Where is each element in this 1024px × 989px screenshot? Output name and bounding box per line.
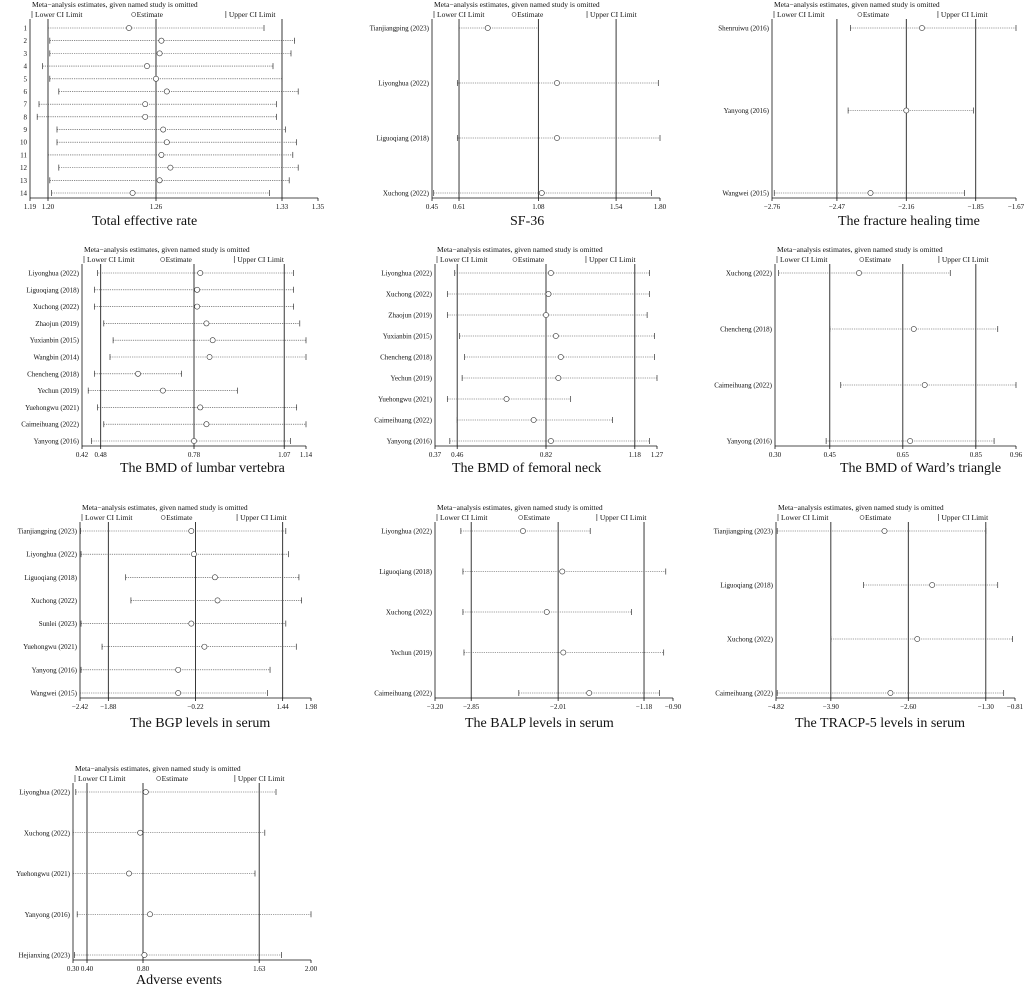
study-label: Zhaojun (2019) (388, 311, 432, 320)
x-tick-label: 0.45 (425, 203, 439, 211)
estimate-point (882, 528, 887, 533)
legend-estimate-label: Estimate (517, 10, 544, 19)
x-tick-label: 0.85 (969, 451, 982, 459)
study-label: 14 (20, 189, 27, 198)
panel-header-title: Meta−analysis estimates, given named study is omitted (75, 764, 241, 773)
x-tick-label: 0.45 (823, 451, 836, 459)
estimate-point (908, 438, 913, 443)
study-label: Wangwei (2015) (722, 189, 769, 198)
estimate-point (210, 338, 215, 343)
panel-header-title: Meta−analysis estimates, given named study is omitted (82, 503, 248, 512)
estimate-point (159, 38, 164, 43)
x-tick-label: 1.27 (650, 451, 664, 459)
study-label: Xuchong (2022) (725, 269, 772, 278)
estimate-point (143, 102, 148, 107)
study-label: Xuchong (2022) (726, 635, 773, 644)
legend-estimate-label: Estimate (161, 774, 188, 783)
study-label: Caimeihuang (2022) (715, 689, 773, 698)
study-label: Yuehongwu (2021) (378, 395, 432, 404)
panel-caption: The TRACP-5 levels in serum (795, 716, 966, 731)
x-tick-label: 1.07 (278, 451, 291, 459)
x-tick-label: 1.20 (41, 203, 55, 211)
estimate-point (144, 63, 149, 68)
estimate-point (157, 51, 162, 56)
study-label: Wangwei (2015) (30, 689, 77, 698)
study-label: 11 (20, 151, 27, 160)
x-tick-label: 0.65 (896, 451, 909, 459)
estimate-point (911, 326, 916, 331)
panel-caption: The BMD of Ward’s triangle (840, 461, 1002, 476)
estimate-point (553, 333, 558, 338)
legend-upper-label: Upper CI Limit (590, 10, 637, 19)
estimate-point (143, 789, 148, 794)
panel-caption: The BMD of lumbar vertebra (120, 461, 285, 476)
forest-panel-9 (714, 503, 1024, 731)
study-label: Yuxianbin (2015) (29, 336, 79, 345)
forest-panel-4 (21, 245, 312, 476)
legend-lower-label: Lower CI Limit (780, 255, 828, 264)
study-label: 4 (23, 62, 27, 71)
estimate-point (531, 417, 536, 422)
study-label: 12 (20, 164, 27, 173)
legend-estimate-label: Estimate (517, 255, 545, 264)
estimate-point (554, 80, 559, 85)
study-label: Yechun (2019) (390, 374, 432, 383)
estimate-point (157, 178, 162, 183)
panel-caption: The BMD of femoral neck (452, 461, 602, 476)
x-tick-label: 0.40 (80, 965, 94, 973)
study-label: Xuchong (2022) (385, 608, 432, 617)
study-label: Hejianxing (2023) (18, 951, 70, 960)
study-label: Caimeihuang (2022) (21, 420, 79, 429)
study-label: Yechun (2019) (390, 649, 432, 657)
study-label: Yanyong (2016) (24, 910, 70, 919)
study-label: Chencheng (2018) (27, 370, 79, 379)
x-tick-label: −2.76 (763, 203, 781, 211)
study-label: Liyonghua (2022) (19, 788, 70, 797)
study-label: Tianjiangping (2023) (713, 527, 773, 536)
panel-header-title: Meta−analysis estimates, given named study is omitted (32, 0, 198, 9)
estimate-point (164, 89, 169, 94)
estimate-point (191, 438, 196, 443)
legend-estimate-marker (519, 516, 523, 520)
estimate-point (868, 190, 873, 195)
x-tick-label: −2.85 (463, 703, 480, 711)
estimate-point (560, 569, 565, 574)
study-label: Tianjiangping (2023) (369, 24, 429, 33)
estimate-point (856, 270, 861, 275)
estimate-point (204, 321, 209, 326)
legend-estimate-label: Estimate (864, 255, 892, 264)
panel-header-title: Meta−analysis estimates, given named study is omitted (434, 0, 600, 9)
legend-lower-label: Lower CI Limit (440, 255, 488, 264)
x-tick-label: −2.42 (71, 703, 89, 711)
estimate-point (215, 598, 220, 603)
x-tick-label: −1.67 (1007, 203, 1024, 211)
x-tick-label: −2.47 (828, 203, 846, 211)
estimate-point (212, 575, 217, 580)
estimate-point (548, 438, 553, 443)
estimate-point (198, 270, 203, 275)
x-tick-label: −0.22 (187, 703, 204, 711)
x-tick-label: −0.90 (664, 703, 682, 711)
study-label: Yanyong (2016) (726, 437, 772, 446)
study-label: Liyonghua (2022) (378, 79, 429, 88)
estimate-point (135, 371, 140, 376)
estimate-point (544, 609, 549, 614)
estimate-point (195, 287, 200, 292)
x-tick-label: −2.16 (898, 203, 915, 211)
x-tick-label: −2.60 (900, 703, 917, 711)
estimate-point (147, 912, 152, 917)
study-label: Xuchong (2022) (32, 303, 79, 312)
study-label: 9 (23, 126, 27, 135)
study-label: 1 (23, 24, 27, 33)
x-tick-label: 0.30 (66, 965, 80, 973)
legend-estimate-marker (512, 13, 516, 17)
study-label: Tianjiangping (2023) (17, 527, 77, 536)
x-tick-label: −3.90 (822, 703, 839, 711)
study-label: Liyonghua (2022) (28, 269, 79, 278)
study-label: Liguoqiang (2018) (376, 134, 429, 143)
legend-estimate-marker (858, 13, 862, 17)
estimate-point (504, 396, 509, 401)
study-label: Yechun (2019) (37, 387, 79, 396)
study-label: Yanyong (2016) (31, 666, 77, 675)
x-tick-label: 1.19 (23, 203, 37, 211)
x-tick-label: 1.98 (304, 703, 318, 711)
legend-estimate-marker (513, 258, 517, 262)
estimate-point (143, 114, 148, 119)
legend-lower-label: Lower CI Limit (78, 774, 126, 783)
x-tick-label: −1.85 (967, 203, 984, 211)
study-label: Liyonghua (2022) (381, 269, 432, 278)
panel-caption: The BGP levels in serum (130, 716, 271, 731)
estimate-point (176, 667, 181, 672)
estimate-point (520, 528, 525, 533)
study-label: Shenruiwu (2016) (718, 24, 769, 33)
study-label: 13 (20, 176, 27, 185)
estimate-point (189, 528, 194, 533)
study-label: Liguoqiang (2018) (24, 573, 77, 582)
study-label: Yuehongwu (2021) (16, 870, 70, 878)
legend-estimate-marker (157, 777, 161, 781)
study-label: Chencheng (2018) (720, 325, 772, 334)
forest-panel-3 (718, 0, 1024, 229)
study-label: 2 (23, 37, 27, 46)
estimate-point (189, 621, 194, 626)
estimate-point (164, 140, 169, 145)
forest-panel-10 (16, 764, 317, 988)
x-tick-label: 0.82 (539, 451, 553, 459)
legend-upper-label: Upper CI Limit (237, 774, 285, 783)
x-tick-label: 1.08 (532, 203, 545, 211)
x-tick-label: −2.01 (550, 703, 567, 711)
estimate-point (153, 76, 158, 81)
study-label: Xuchong (2022) (23, 829, 70, 838)
estimate-point (159, 152, 164, 157)
x-tick-label: 0.48 (94, 451, 107, 459)
study-label: 5 (23, 75, 27, 84)
estimate-point (485, 25, 490, 30)
study-label: Yuehongwu (2021) (23, 643, 77, 652)
legend-lower-label: Lower CI Limit (440, 513, 488, 522)
estimate-point (548, 270, 553, 275)
legend-upper-label: Upper CI Limit (240, 513, 287, 522)
estimate-point (922, 382, 927, 387)
study-label: Caimeihuang (2022) (374, 416, 432, 425)
x-tick-label: 1.63 (253, 965, 266, 973)
study-label: Yuxianbin (2015) (382, 332, 432, 341)
legend-estimate-label: Estimate (523, 513, 550, 522)
legend-estimate-label: Estimate (165, 255, 192, 264)
study-label: Yanyong (2016) (723, 107, 769, 115)
x-tick-label: 1.54 (609, 203, 623, 211)
study-label: Liguoqiang (2018) (720, 581, 773, 590)
x-tick-label: 0.78 (187, 451, 201, 459)
x-tick-label: 0.42 (75, 451, 89, 459)
legend-upper-label: Upper CI Limit (237, 255, 284, 264)
x-tick-label: 1.44 (276, 703, 289, 711)
study-label: Yanyong (2016) (386, 437, 432, 446)
panel-caption: Adverse events (136, 973, 222, 988)
study-label: Yanyong (2016) (33, 437, 79, 446)
forest-panel-8 (374, 503, 681, 731)
legend-estimate-label: Estimate (862, 10, 890, 19)
study-label: 7 (23, 100, 27, 109)
study-label: Xuchong (2022) (382, 189, 429, 198)
forest-panel-2 (370, 0, 667, 229)
x-tick-label: −1.18 (635, 703, 653, 711)
legend-estimate-label: Estimate (865, 513, 892, 522)
estimate-point (168, 165, 173, 170)
forest-panel-7 (18, 503, 318, 731)
estimate-point (546, 291, 551, 296)
x-tick-label: 1.18 (628, 451, 641, 459)
x-tick-label: 0.80 (136, 965, 150, 973)
panel-caption: The fracture healing time (838, 214, 980, 229)
legend-lower-label: Lower CI Limit (781, 513, 829, 522)
x-tick-label: 0.30 (768, 451, 782, 459)
estimate-point (161, 127, 166, 132)
estimate-point (176, 690, 181, 695)
forest-panel-1 (20, 0, 325, 229)
panel-header-title: Meta−analysis estimates, given named study is omitted (437, 245, 603, 254)
x-tick-label: 0.96 (1009, 451, 1023, 459)
study-label: Sunlei (2023) (38, 620, 77, 629)
study-label: Chencheng (2018) (380, 353, 432, 362)
estimate-point (543, 312, 548, 317)
x-tick-label: 1.80 (653, 203, 667, 211)
x-tick-label: −1.30 (977, 703, 994, 711)
x-tick-label: 1.14 (299, 451, 313, 459)
panel-header-title: Meta−analysis estimates, given named study is omitted (774, 0, 940, 9)
x-tick-label: 1.35 (311, 203, 325, 211)
study-label: 3 (23, 49, 27, 58)
estimate-point (142, 952, 147, 957)
legend-lower-label: Lower CI Limit (85, 513, 133, 522)
x-tick-label: 1.26 (149, 203, 163, 211)
x-tick-label: −0.81 (1006, 703, 1024, 711)
legend-estimate-marker (860, 258, 864, 262)
study-label: Yuehongwu (2021) (25, 403, 79, 412)
estimate-point (539, 190, 544, 195)
forest-panel-6 (714, 245, 1022, 476)
legend-estimate-marker (860, 516, 864, 520)
legend-lower-label: Lower CI Limit (87, 255, 135, 264)
study-label: Liguoqiang (2018) (26, 286, 79, 295)
legend-estimate-marker (161, 516, 165, 520)
estimate-point (198, 405, 203, 410)
legend-lower-label: Lower CI Limit (777, 10, 825, 19)
study-label: Caimeihuang (2022) (374, 689, 432, 698)
study-label: 8 (23, 113, 27, 122)
estimate-point (207, 354, 212, 359)
panel-header-title: Meta−analysis estimates, given named study is omitted (777, 245, 943, 254)
study-label: Zhaojun (2019) (35, 319, 79, 328)
estimate-point (556, 375, 561, 380)
estimate-point (888, 690, 893, 695)
legend-estimate-label: Estimate (136, 10, 163, 19)
study-label: Liyonghua (2022) (381, 527, 432, 536)
legend-estimate-marker (132, 13, 136, 17)
estimate-point (204, 422, 209, 427)
estimate-point (561, 650, 566, 655)
study-label: Wangbin (2014) (33, 353, 79, 362)
study-label: Xuchong (2022) (385, 290, 432, 299)
estimate-point (587, 690, 592, 695)
panel-caption: Total effective rate (92, 214, 198, 229)
legend-lower-label: Lower CI Limit (437, 10, 485, 19)
x-tick-label: 2.00 (304, 965, 318, 973)
estimate-point (904, 108, 909, 113)
x-tick-label: −4.82 (767, 703, 785, 711)
x-tick-label: 0.61 (452, 203, 466, 211)
panel-caption: SF-36 (510, 214, 545, 229)
forest-panel-5 (374, 245, 663, 476)
legend-upper-label: Upper CI Limit (941, 255, 989, 264)
estimate-point (915, 636, 920, 641)
estimate-point (126, 25, 131, 30)
estimate-point (202, 644, 207, 649)
legend-upper-label: Upper CI Limit (940, 10, 988, 19)
legend-upper-label: Upper CI Limit (228, 10, 276, 19)
estimate-point (130, 190, 135, 195)
legend-upper-label: Upper CI Limit (599, 513, 647, 522)
legend-estimate-marker (161, 258, 165, 262)
estimate-point (554, 135, 559, 140)
x-tick-label: −1.88 (100, 703, 117, 711)
legend-lower-label: Lower CI Limit (35, 10, 83, 19)
legend-upper-label: Upper CI Limit (941, 513, 989, 522)
legend-upper-label: Upper CI Limit (588, 255, 636, 264)
x-tick-label: −3.20 (426, 703, 444, 711)
study-label: 10 (20, 138, 27, 147)
estimate-point (160, 388, 165, 393)
estimate-point (558, 354, 563, 359)
study-label: Caimeihuang (2022) (714, 381, 772, 390)
study-label: Xuchong (2022) (30, 596, 77, 605)
estimate-point (126, 871, 131, 876)
x-tick-label: 0.37 (428, 451, 442, 459)
x-tick-label: 1.33 (275, 203, 289, 211)
study-label: Liguoqiang (2018) (379, 568, 432, 576)
estimate-point (191, 552, 196, 557)
panel-header-title: Meta−analysis estimates, given named study is omitted (437, 503, 603, 512)
legend-estimate-label: Estimate (166, 513, 193, 522)
panel-header-title: Meta−analysis estimates, given named study is omitted (84, 245, 250, 254)
x-tick-label: 0.46 (451, 451, 464, 459)
panel-header-title: Meta−analysis estimates, given named study is omitted (778, 503, 944, 512)
estimate-point (930, 582, 935, 587)
estimate-point (138, 830, 143, 835)
estimate-point (195, 304, 200, 309)
study-label: Liyonghua (2022) (26, 550, 77, 559)
estimate-point (919, 25, 924, 30)
panel-caption: The BALP levels in serum (465, 716, 614, 731)
study-label: 6 (23, 87, 27, 96)
